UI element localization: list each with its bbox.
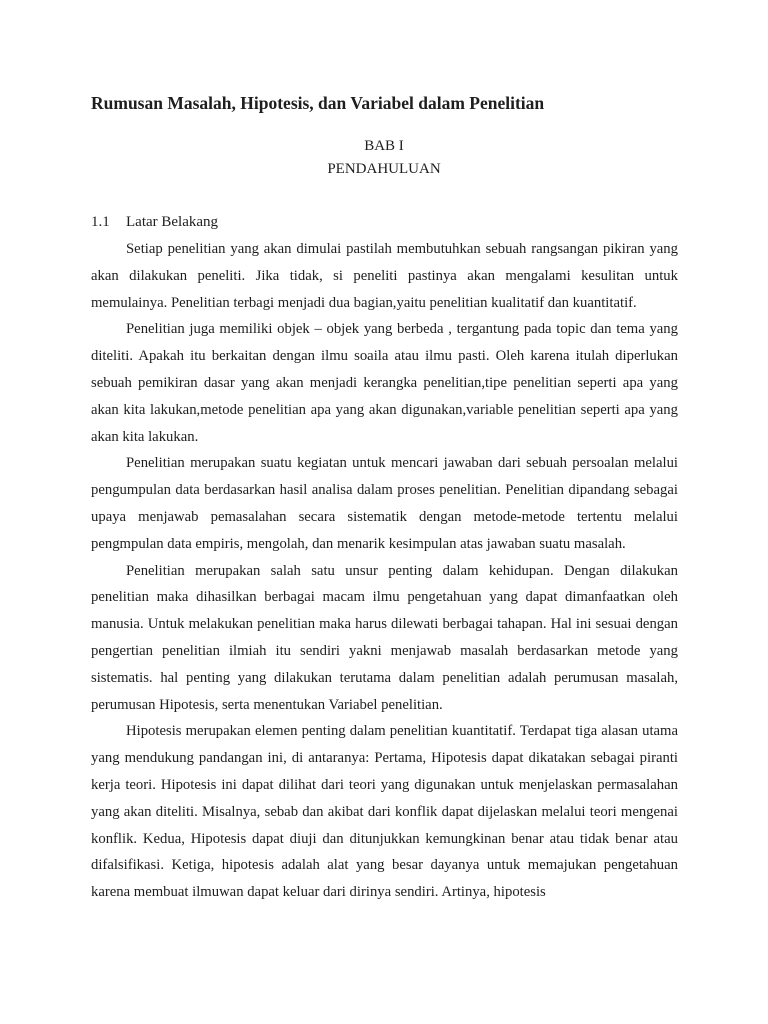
section-number: 1.1 (91, 214, 110, 230)
document-title: Rumusan Masalah, Hipotesis, dan Variabel dalam Penelitian (91, 93, 545, 113)
chapter-title: PENDAHULUAN (327, 161, 441, 177)
paragraph: Setiap penelitian yang akan dimulai pastilah membutuhkan sebuah rangsangan pikiran yang akan dilakukan peneliti. Jika tidak, si peneliti pastinya akan mengalami kesulitan untuk memulainya. Penelitian terbagi menjadi dua bagian,yaitu penelitian kualitatif dan kuantitatif. (91, 241, 678, 311)
paragraph: Penelitian juga memiliki objek – objek yang berbeda , tergantung pada topic dan tema yang diteliti. Apakah itu berkaitan dengan ilmu soaila atau ilmu pasti. Oleh karena itulah diperlukan sebuah pemikiran dasar yang akan menjadi kerangka penelitian,tipe penelitian seperti apa yang akan kita lakukan,metode penelitian apa yang akan digunakan,variable penelitian seperti apa yang akan kita lakukan. (91, 321, 678, 445)
paragraph: Hipotesis merupakan elemen penting dalam penelitian kuantitatif. Terdapat tiga alasan utama yang mendukung pandangan ini, di antaranya: Pertama, Hipotesis dapat dikatakan sebagai piranti kerja teori. Hipotesis ini dapat dilihat dari teori yang digunakan untuk menjelaskan permasalahan yang akan diteliti. Misalnya, sebab dan akibat dari konflik dapat dijelaskan melalui teori mengenai konflik. Kedua, Hipotesis dapat diuji dan ditunjukkan kemungkinan benar atau tidak benar atau difalsifikasi. Ketiga, hipotesis adalah alat yang besar dayanya untuk memajukan pengetahuan karena membuat ilmuwan dapat keluar dari dirinya sendiri. Artinya, hipotesis (91, 723, 678, 901)
paragraph: Penelitian merupakan salah satu unsur penting dalam kehidupan. Dengan dilakukan penelitian maka dihasilkan berbagai macam ilmu pengetahuan yang dapat dimanfaatkan oleh manusia. Untuk melakukan penelitian maka harus dilewati berbagai tahapan. Hal ini sesuai dengan pengertian penelitian ilmiah itu sendiri yakni menjawab masalah berdasarkan metode yang sistematis. hal penting yang dilakukan terutama dalam penelitian adalah perumusan masalah, perumusan Hipotesis, serta menentukan Variabel penelitian. (91, 562, 678, 713)
section-heading (91, 212, 218, 232)
paragraph: Penelitian merupakan suatu kegiatan untuk mencari jawaban dari sebuah persoalan melalui pengumpulan data berdasarkan hasil analisa dalam proses penelitian. Penelitian dipandang sebagai upaya menjawab pemasalahan secara sistematik dengan metode-metode tertentu melalui pengmpulan data empiris, mengolah, dan menarik kesimpulan atas jawaban suatu masalah. (91, 455, 678, 552)
chapter-number: BAB I (364, 138, 404, 154)
section-title: Latar Belakang (126, 214, 219, 230)
body-text (91, 236, 678, 906)
